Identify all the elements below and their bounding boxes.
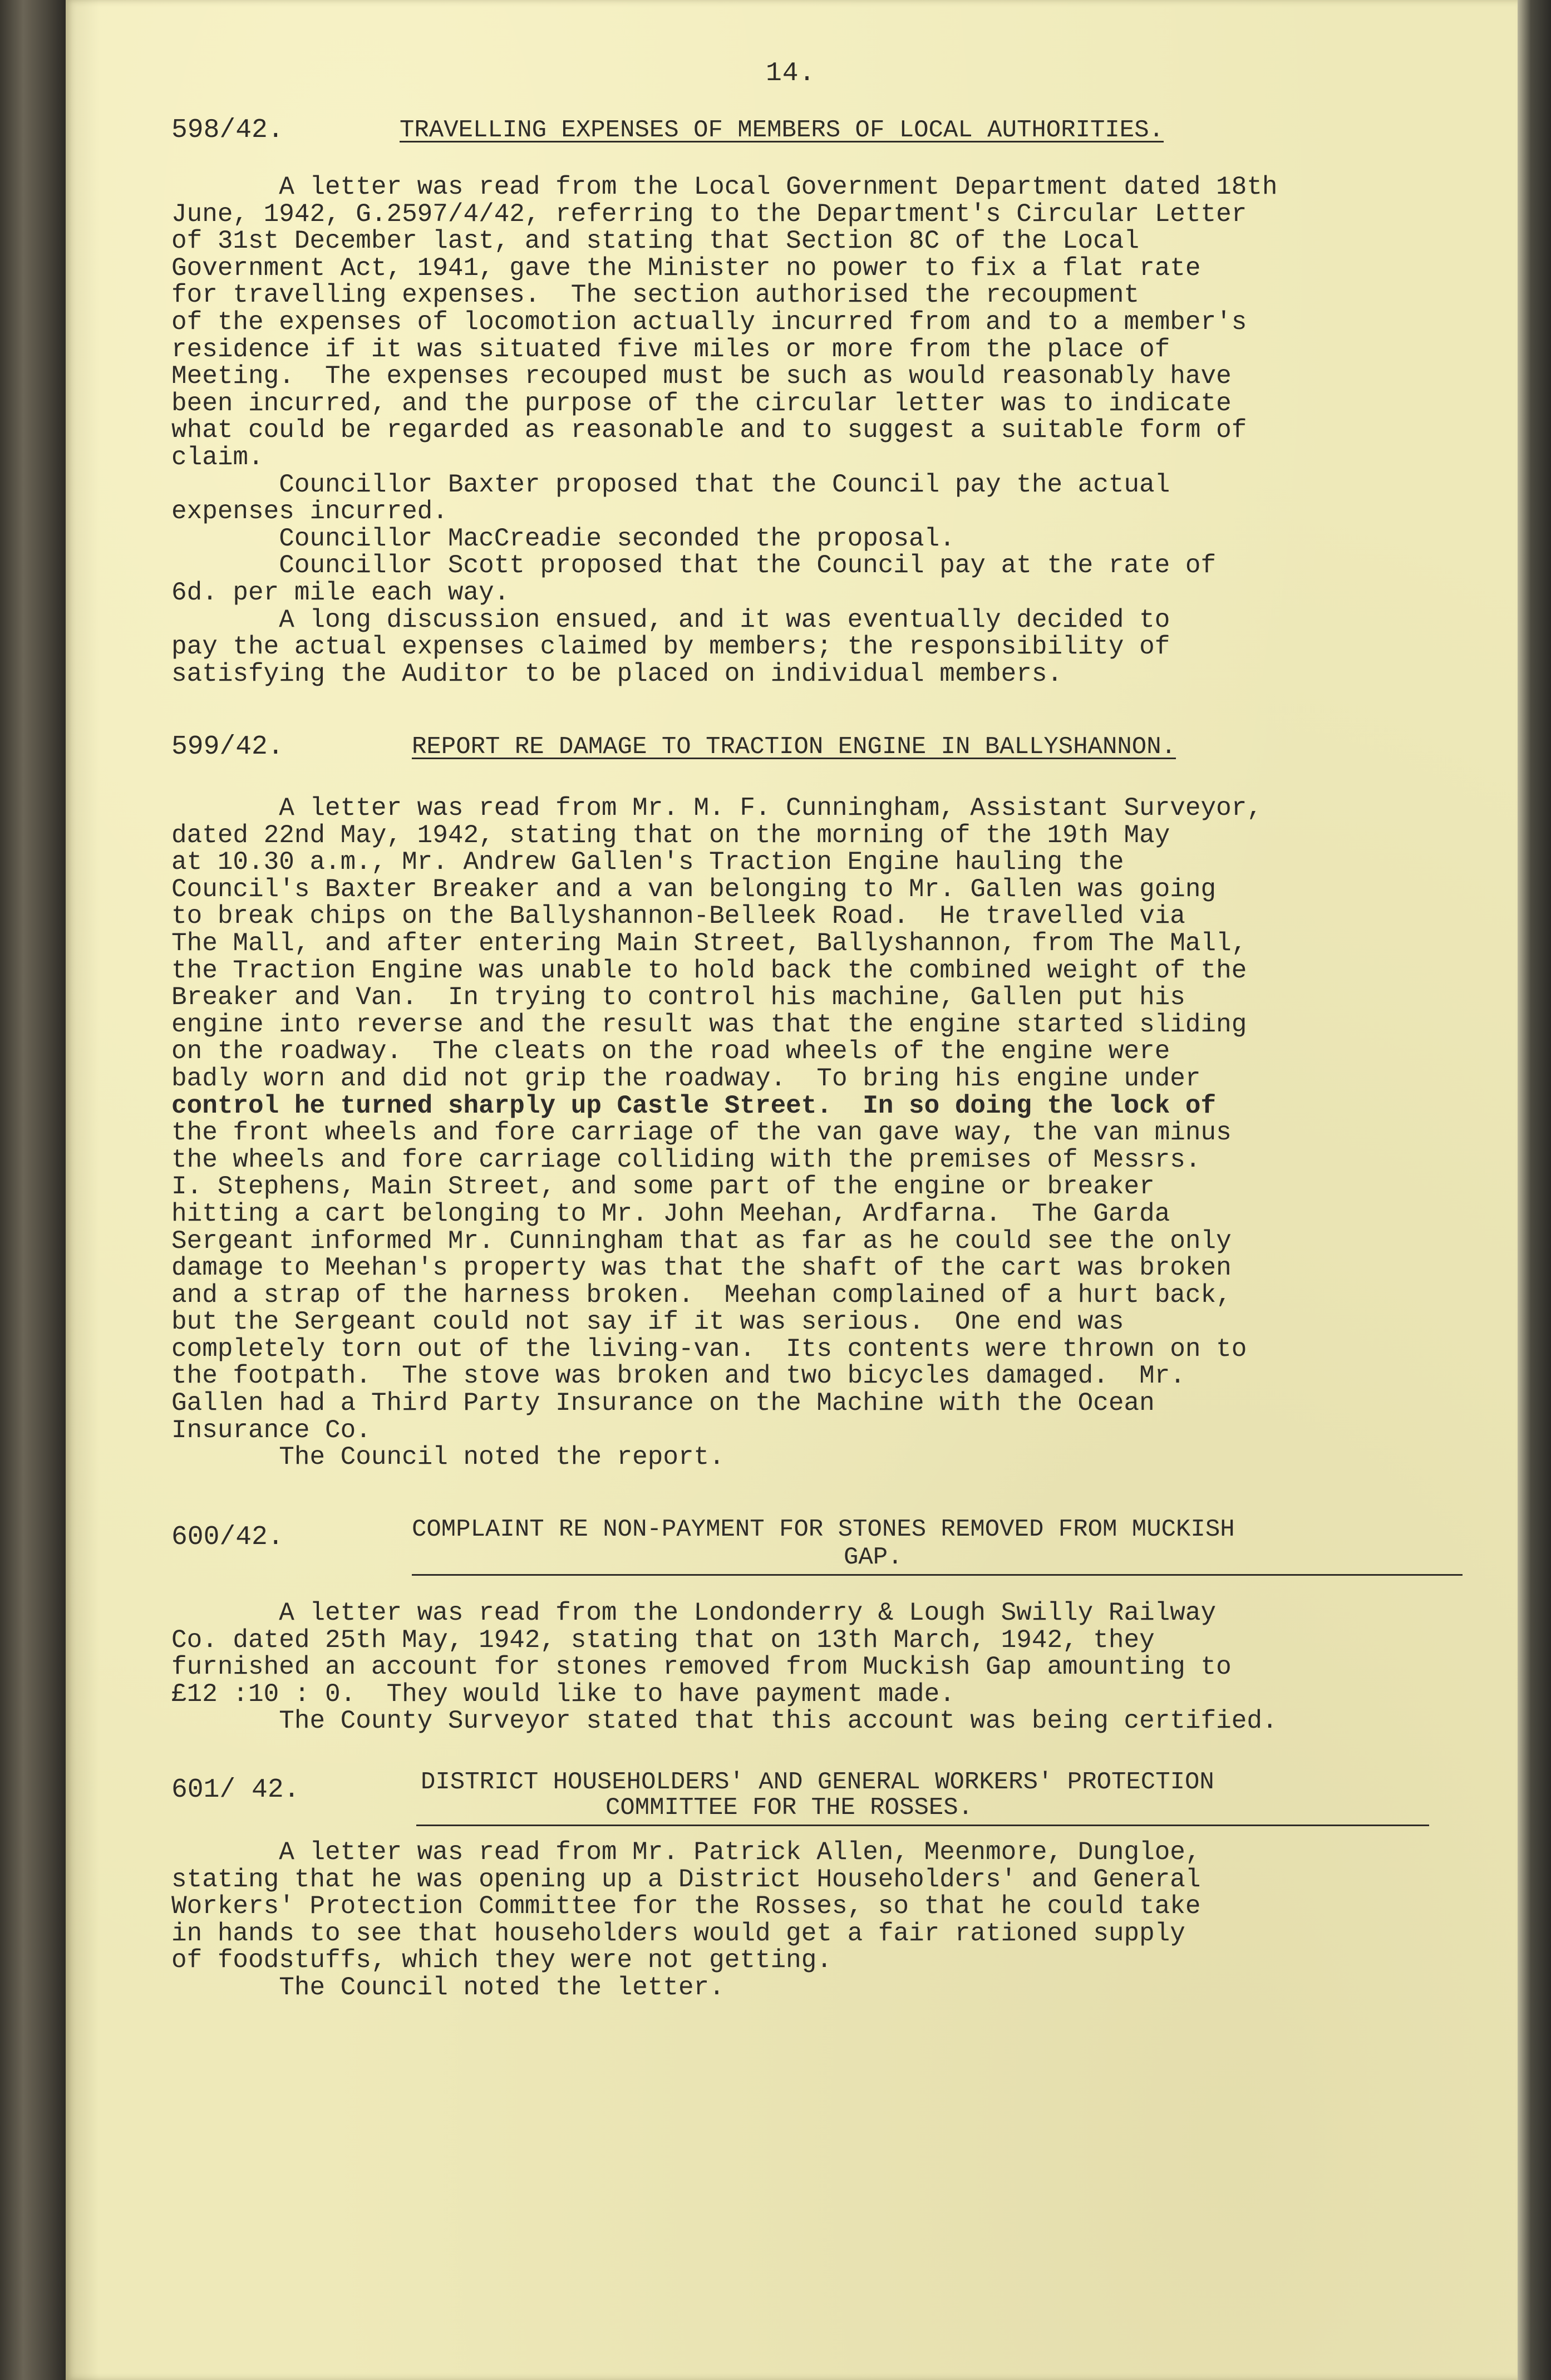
body-line: June, 1942, G.2597/4/42, referring to the Department's Circular Letter [171,199,1247,229]
body-line: The Council noted the report. [171,1443,725,1472]
title-underline [416,1825,1429,1826]
body-line: Gallen had a Third Party Insurance on the Machine with the Ocean [171,1389,1155,1418]
body-line: I. Stephens, Main Street, and some part of the engine or breaker [171,1172,1155,1202]
body-line: of 31st December last, and stating that Section 8C of the Local [171,227,1140,256]
body-line: engine into reverse and the result was that the engine started sliding [171,1010,1247,1039]
section-number: 600/42. [171,1522,284,1552]
section-title: TRAVELLING EXPENSES OF MEMBERS OF LOCAL AUTHORITIES. [400,116,1164,144]
body-line: residence if it was situated five miles or more from the place of [171,335,1170,364]
body-line: The Mall, and after entering Main Street, Ballyshannon, from The Mall, [171,928,1247,958]
body-line: Councillor Scott proposed that the Council pay at the rate of [171,551,1217,581]
section-header [171,117,1429,150]
body-line: The County Surveyor stated that this account was being certified. [171,1707,1278,1736]
body-line: badly worn and did not grip the roadway. To bring his engine under [171,1064,1201,1093]
section-header [171,1769,1429,1822]
body-line: A letter was read from the Londonderry & Lough Swilly Railway [171,1599,1217,1627]
body-line: £12 :10 : 0. They would like to have payment made. [171,1679,955,1709]
body-line: been incurred, and the purpose of the circular letter was to indicate [171,389,1232,418]
section-number: 601/ 42. [171,1775,300,1805]
body-line: of the expenses of locomotion actually incurred from and to a member's [171,307,1247,337]
book-binding-edge [0,0,67,2380]
section-body [171,795,1262,1471]
section-header [171,1516,1429,1570]
body-line: furnished an account for stones removed from Muckish Gap amounting to [171,1653,1232,1682]
body-line: Co. dated 25th May, 1942, stating that on 13th March, 1942, they [171,1625,1155,1655]
body-line: A long discussion ensued, and it was eventually decided to [171,605,1170,635]
body-line: dated 22nd May, 1942, stating that on the morning of the 19th May [171,820,1170,850]
body-line: 6d. per mile each way. [171,578,510,607]
body-line: but the Sergeant could not say if it was serious. One end was [171,1307,1124,1337]
section-title-line-1: DISTRICT HOUSEHOLDERS' AND GENERAL WORKERS' PROTECTION [421,1768,1214,1796]
body-line: on the roadway. The cleats on the road wheels of the engine were [171,1037,1170,1066]
body-line: the front wheels and fore carriage of the van gave way, the van minus [171,1118,1232,1148]
body-line: Government Act, 1941, gave the Minister no power to fix a flat rate [171,253,1201,283]
section-number: 598/42. [171,115,284,145]
body-line: stating that he was opening up a District Householders' and General [171,1865,1201,1894]
body-line: to break chips on the Ballyshannon-Belleek Road. He travelled via [171,902,1185,931]
body-line: Meeting. The expenses recouped must be such as would reasonably have [171,362,1232,391]
minute-section-599 [171,732,1429,1472]
body-line: control he turned sharply up Castle Street. In so doing the lock of [171,1091,1217,1120]
section-header [171,734,1429,767]
minute-section-601 [171,1768,1429,2002]
body-line: A letter was read from Mr. Patrick Allen, Meenmore, Dungloe, [171,1838,1201,1867]
body-line: Councillor MacCreadie seconded the proposal. [171,524,955,553]
body-line: for travelling expenses. The section authorised the recoupment [171,281,1140,310]
section-body [171,1600,1278,1735]
section-number: 599/42. [171,732,284,762]
body-line: of foodstuffs, which they were not getting. [171,1946,832,1975]
document-page [66,0,1519,2380]
body-line: The Council noted the letter. [171,1973,725,2002]
body-line: Breaker and Van. In trying to control his machine, Gallen put his [171,983,1185,1012]
page-number: 14. [766,58,816,88]
section-body [171,1839,1201,2002]
body-line: A letter was read from the Local Government Department dated 18th [171,173,1278,201]
body-line: A letter was read from Mr. M. F. Cunningham, Assistant Surveyor, [171,794,1262,823]
minute-section-598 [171,115,1429,689]
scanner-edge-strip [1518,0,1551,2380]
section-title-line-2: COMMITTEE FOR THE ROSSES. [605,1794,973,1822]
body-line: Sergeant informed Mr. Cunningham that as far as he could see the only [171,1226,1232,1256]
section-title-line-2: GAP. [844,1543,903,1571]
body-line: pay the actual expenses claimed by members; the responsibility of [171,632,1170,662]
body-line: completely torn out of the living-van. Its contents were thrown on to [171,1334,1247,1364]
section-title-line-1: COMPLAINT RE NON-PAYMENT FOR STONES REMOVED FROM MUCKISH [412,1516,1235,1543]
body-line: satisfying the Auditor to be placed on individual members. [171,659,1063,689]
body-line: damage to Meehan's property was that the shaft of the cart was broken [171,1253,1232,1283]
body-line: the footpath. The stove was broken and two bicycles damaged. Mr. [171,1361,1185,1391]
body-line: the wheels and fore carriage colliding with the premises of Messrs. [171,1145,1201,1174]
body-line: hitting a cart belonging to Mr. John Meehan, Ardfarna. The Garda [171,1199,1170,1228]
section-body [171,174,1278,687]
body-line: in hands to see that householders would get a fair rationed supply [171,1919,1185,1948]
section-title: REPORT RE DAMAGE TO TRACTION ENGINE IN BALLYSHANNON. [412,733,1176,761]
body-line: expenses incurred. [171,497,448,527]
title-underline [412,1574,1463,1576]
body-line: claim. [171,442,264,472]
body-line: Councillor Baxter proposed that the Council pay the actual [171,470,1170,499]
body-line: what could be regarded as reasonable and to suggest a suitable form of [171,416,1247,445]
body-line: Insurance Co. [171,1415,371,1445]
body-line: Workers' Protection Committee for the Rosses, so that he could take [171,1892,1201,1921]
body-line: at 10.30 a.m., Mr. Andrew Gallen's Traction Engine hauling the [171,848,1124,877]
body-line: the Traction Engine was unable to hold back the combined weight of the [171,956,1247,985]
minute-section-600 [171,1516,1429,1736]
body-line: Council's Baxter Breaker and a van belonging to Mr. Gallen was going [171,874,1217,904]
body-line: and a strap of the harness broken. Meehan complained of a hurt back, [171,1280,1232,1310]
